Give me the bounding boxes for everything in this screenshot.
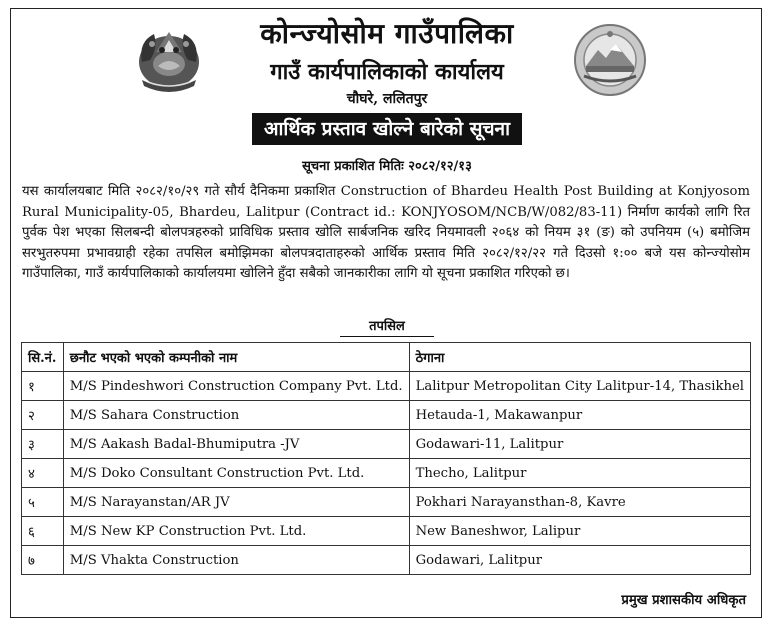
notice-banner: आर्थिक प्रस्ताव खोल्ने बारेको सूचना [252,113,522,145]
row-serial: ४ [22,459,64,488]
row-serial: ३ [22,430,64,459]
row-address: Godawari, Lalitpur [409,546,750,575]
table-row [22,488,751,517]
row-address: Lalitpur Metropolitan City Lalitpur-14, Thasikhel [409,372,750,401]
row-address: Pokhari Narayansthan-8, Kavre [409,488,750,517]
header-address: ठेगाना [409,343,750,372]
table-row [22,546,751,575]
row-company: M/S Doko Consultant Construction Pvt. Ltd. [63,459,409,488]
row-serial: १ [22,372,64,401]
row-serial: ६ [22,517,64,546]
row-company: M/S Pindeshwori Construction Company Pvt. Ltd. [63,372,409,401]
header-company: छनौट भएको भएको कम्पनीको नाम [63,343,409,372]
table-row [22,517,751,546]
signatory: प्रमुख प्रशासकीय अधिकृत [621,593,746,608]
row-company: M/S Narayanstan/AR JV [63,488,409,517]
publish-date: सूचना प्रकाशित मितिः २०८२/१२/१३ [302,159,472,174]
row-serial: ७ [22,546,64,575]
schedule-title: तपसिल [340,318,434,337]
row-address: New Baneshwor, Lalipur [409,517,750,546]
municipality-name: कोन्ज्योसोम गाउँपालिका [260,17,514,50]
row-serial: २ [22,401,64,430]
table-row [22,401,751,430]
row-address: Thecho, Lalitpur [409,459,750,488]
row-company: M/S Vhakta Construction [63,546,409,575]
row-serial: ५ [22,488,64,517]
row-company: M/S Aakash Badal-Bhumiputra -JV [63,430,409,459]
notice-banner-wrap [0,113,774,145]
table-row [22,430,751,459]
office-location: चौघरे, ललितपुर [346,91,428,107]
row-company: M/S New KP Construction Pvt. Ltd. [63,517,409,546]
bidder-table [21,342,751,575]
notice-body: यस कार्यालयबाट मिति २०८२/१०/२९ गते सौर्य दैनिकमा प्रकाशित Construction of Bhardeu Health Post Building at Konjyosom Rural Municipality-05, Bhardeu, Lalitpur (Contract id.: KONJYOSOM/NCB/W/082/83-11) निर्माण कार्यको लागि रित पुर्वक पेश भएका सिलबन्दी बोलपत्रहरुको प्राविधिक प्रस्ताव खोलि सार्बजनिक खरिद नियमावली २०६४ को नियम ३१ (ङ) को उपनियम (५) बमोजिम सरभुतरुपमा प्रभावग्राही रहेका तपसिल बमोझिमका बोलपत्रदाताहरुको आर्थिक प्रस्ताव मिति २०८२/१२/२२ गते दिउसो १:०० बजे यस कोन्ज्योसोम गाउँपालिका, गाउँ कार्यपालिकाको कार्यालयमा खोलिने हुँदा सबैको जानकारीका लागि यो सूचना प्रकाशित गरिएको छ। [22,184,750,281]
row-address: Godawari-11, Lalitpur [409,430,750,459]
row-company: M/S Sahara Construction [63,401,409,430]
office-name: गाउँ कार्यपालिकाको कार्यालय [270,59,504,85]
header-serial: सि.नं. [22,343,64,372]
table-header-row [22,343,751,372]
table-row [22,372,751,401]
row-address: Hetauda-1, Makawanpur [409,401,750,430]
table-row [22,459,751,488]
